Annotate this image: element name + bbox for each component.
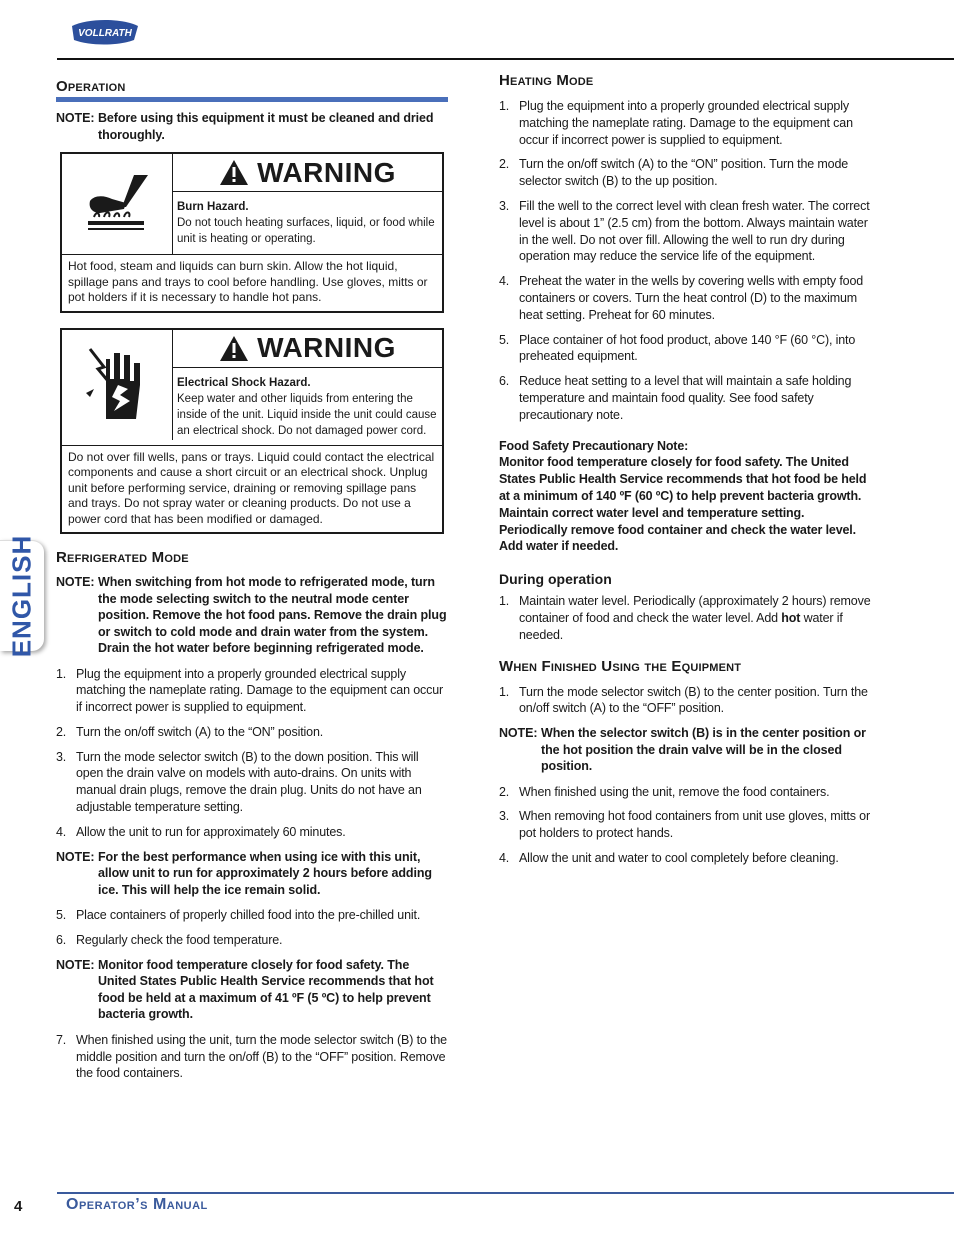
step-number: 1. <box>499 99 510 113</box>
electrical-warning-box <box>60 328 444 535</box>
step-text: Turn the mode selector switch (B) to the down position. This will open the drain valve on models with auto-drains. On units with manual drain plugs, remove the drain plug. Units do not have an adjustable temperature setting. <box>76 749 422 815</box>
step-text: Plug the equipment into a properly grounded electrical supply matching the nameplate rating. Damage to the equipment can occur if incorrect power is supplied to equipment. <box>519 99 853 147</box>
step-text: Preheat the water in the wells by covering wells with empty food containers or covers. Turn the heat control (D) to the maximum heat setting. Preheat for 60 minutes. <box>519 274 864 322</box>
refrigerated-note-3 <box>56 957 448 1023</box>
burn-warning-box <box>60 152 444 313</box>
step-text: Turn the on/off switch (A) to the “ON” position. Turn the mode selector switch (B) to the up position. <box>519 157 849 189</box>
note-label: NOTE: <box>56 957 95 972</box>
language-tab <box>0 534 44 658</box>
step-number: 3. <box>499 198 510 213</box>
note-label: NOTE: <box>499 726 538 741</box>
step-text: Maintain water level. Periodically (approximately 2 hours) remove container of food and check the water level. Add hot water if needed. <box>519 594 871 642</box>
warning-description <box>173 368 442 445</box>
during-operation-title: During operation <box>499 571 612 588</box>
list-item <box>499 332 874 366</box>
step-text: Plug the equipment into a properly grounded electrical supply matching the nameplate rating. Damage to the equipment can occur if incorrect power is supplied to equipment. <box>76 666 444 715</box>
heating-steps <box>499 98 874 424</box>
list-item <box>499 273 874 323</box>
list-item <box>499 808 874 842</box>
note-text: Monitor food temperature closely for food safety. The United States Public Health Service recommends that hot food be held at a maximum of 41 ºF (5 ºC) to help prevent bacteria growth. <box>98 957 434 1022</box>
step-number: 2. <box>499 157 510 172</box>
language-tab-label: ENGLISH <box>6 534 37 658</box>
note-text: When the selector switch (B) is in the center position or the hot position the drain valve will be in the closed position. <box>541 726 866 774</box>
list-item <box>56 749 448 816</box>
food-safety-note-text: Monitor food temperature closely for food safety. The United States Public Health Service recommends that hot food be held at a minimum of 140 ºF (60 ºC) to help prevent bacteria growth. Maintain correct water level and temperature setting. Periodically remove food container and check the water level. Add water if needed. <box>499 455 867 554</box>
note-label: NOTE: <box>56 575 95 589</box>
header-rule <box>57 58 954 60</box>
hazard-text: Do not touch heating surfaces, liquid, or food while unit is heating or operating. <box>177 217 435 245</box>
hazard-title: Electrical Shock Hazard. <box>177 376 311 389</box>
warning-triangle-icon <box>219 335 249 362</box>
refrigerated-note-2 <box>56 849 448 899</box>
note-label: NOTE: <box>56 849 95 864</box>
step-number: 1. <box>56 666 67 681</box>
refrigerated-note-1 <box>56 574 448 657</box>
finished-steps-b <box>499 784 874 867</box>
hazard-text: Keep water and other liquids from entering the inside of the unit. Liquid inside the unit could cause an electrical shock. Do not damaged power cord. <box>177 392 437 437</box>
burn-hazard-icon <box>62 154 173 254</box>
refrigerated-steps-a <box>56 666 448 841</box>
refrigerated-steps-c <box>56 1032 448 1082</box>
warning-description <box>173 192 442 253</box>
warning-triangle-icon <box>219 159 249 186</box>
right-column <box>499 72 874 875</box>
food-safety-note-title: Food Safety Precautionary Note: <box>499 438 689 453</box>
list-item <box>499 198 874 265</box>
step-number: 1. <box>499 594 510 609</box>
when-finished-title: When Finished Using the Equipment <box>499 657 742 675</box>
list-item <box>56 932 448 949</box>
step-text: Turn the mode selector switch (B) to the center position. Turn the on/off switch (A) to the “OFF” position. <box>519 684 868 716</box>
warning-heading <box>173 330 442 368</box>
list-item <box>56 1032 448 1082</box>
step-text: Place container of hot food product, above 140 °F (60 °C), into preheated equipment. <box>519 332 856 364</box>
step-number: 6. <box>56 932 67 947</box>
note-text: For the best performance when using ice with this unit, allow unit to run for approximately 2 hours before adding ice. This will help the ice remain solid. <box>98 849 432 897</box>
finished-note <box>499 725 874 775</box>
warning-heading-text: WARNING <box>257 332 396 363</box>
food-safety-note <box>499 438 874 556</box>
note-label: NOTE: <box>56 111 95 125</box>
step-text: Fill the well to the correct level with clean fresh water. The correct level is about 1” (2.5 cm) from the bottom. Always maintain water in the well. Do not over fill. Allowing the well to run dry during operation may reduce the service life of the equipment. <box>519 198 870 264</box>
step-text: Allow the unit to run for approximately 60 minutes. <box>76 824 346 839</box>
step-number: 6. <box>499 374 510 389</box>
step-number: 2. <box>56 724 67 739</box>
footer-title: Operator’s Manual <box>66 1196 208 1213</box>
list-item <box>56 724 448 741</box>
step-text: Turn the on/off switch (A) to the “ON” position. <box>76 724 324 739</box>
warning-body: Hot food, steam and liquids can burn skin. Allow the hot liquid, spillage pans and trays to cool before handling. Use gloves, mitts or pot holders if it is necessary to handle hot pans. <box>68 259 428 304</box>
hazard-title: Burn Hazard. <box>177 201 249 213</box>
step-number: 2. <box>499 784 510 799</box>
logo-text: VOLLRATH <box>78 28 132 39</box>
step-text: When finished using the unit, remove the food containers. <box>519 784 830 799</box>
step-number: 7. <box>56 1032 67 1047</box>
list-item <box>499 850 874 867</box>
step-number: 5. <box>56 908 67 923</box>
step-number: 4. <box>499 274 510 289</box>
step-text: Regularly check the food temperature. <box>76 932 283 947</box>
electrical-shock-icon <box>62 330 173 440</box>
vollrath-logo <box>68 20 142 46</box>
list-item <box>56 824 448 841</box>
refrigerated-mode-title: Refrigerated Mode <box>56 549 189 566</box>
step-text: Allow the unit and water to cool completely before cleaning. <box>519 851 839 865</box>
list-item <box>56 907 448 924</box>
note-text: Before using this equipment it must be cleaned and dried thoroughly. <box>98 111 434 142</box>
refrigerated-steps-b <box>56 907 448 949</box>
warning-body: Do not over fill wells, pans or trays. Liquid could contact the electrical components and cause a short circuit or an electrical shock. Unplug unit before performing service, draining or removing spillage pans and trays. Do not spray water or cleaning products. Do not use a power cord that has been modified or damaged. <box>68 449 435 526</box>
step-number: 4. <box>56 824 67 839</box>
page-number: 4 <box>14 1198 23 1215</box>
list-item <box>499 373 874 423</box>
step-number: 3. <box>56 749 67 764</box>
note-text: When switching from hot mode to refrigerated mode, turn the mode selecting switch to the neutral mode center position. Remove the hot food pans. Remove the drain plug or switch to cold mode and drain water from the system. Drain the hot water before beginning refrigerated mode. <box>98 575 447 655</box>
list-item <box>499 98 874 148</box>
step-text: Place containers of properly chilled food into the pre-chilled unit. <box>76 908 421 923</box>
warning-heading-text: WARNING <box>257 156 396 188</box>
finished-steps-a <box>499 684 874 718</box>
step-number: 4. <box>499 851 510 865</box>
list-item <box>499 784 874 801</box>
step-number: 3. <box>499 809 510 824</box>
left-column <box>56 78 448 1090</box>
list-item <box>499 684 874 718</box>
step-number: 5. <box>499 332 510 347</box>
operation-title: Operation <box>56 78 448 102</box>
list-item <box>499 593 874 643</box>
during-operation-steps <box>499 593 874 643</box>
footer-rule <box>57 1192 954 1194</box>
step-number: 1. <box>499 684 510 699</box>
step-text: Reduce heat setting to a level that will maintain a safe holding temperature and maintain food quality. See food safety precautionary note. <box>519 374 852 422</box>
warning-heading <box>173 154 442 192</box>
step-text: When finished using the unit, turn the mode selector switch (B) to the middle position and turn the on/off (B) to the “OFF” position. Remove the food containers. <box>76 1032 447 1081</box>
heating-mode-title: Heating Mode <box>499 72 594 89</box>
list-item <box>56 666 448 716</box>
operation-note <box>56 110 448 143</box>
step-text: When removing hot food containers from unit use gloves, mitts or pot holders to protect hands. <box>519 809 870 841</box>
list-item <box>499 156 874 190</box>
